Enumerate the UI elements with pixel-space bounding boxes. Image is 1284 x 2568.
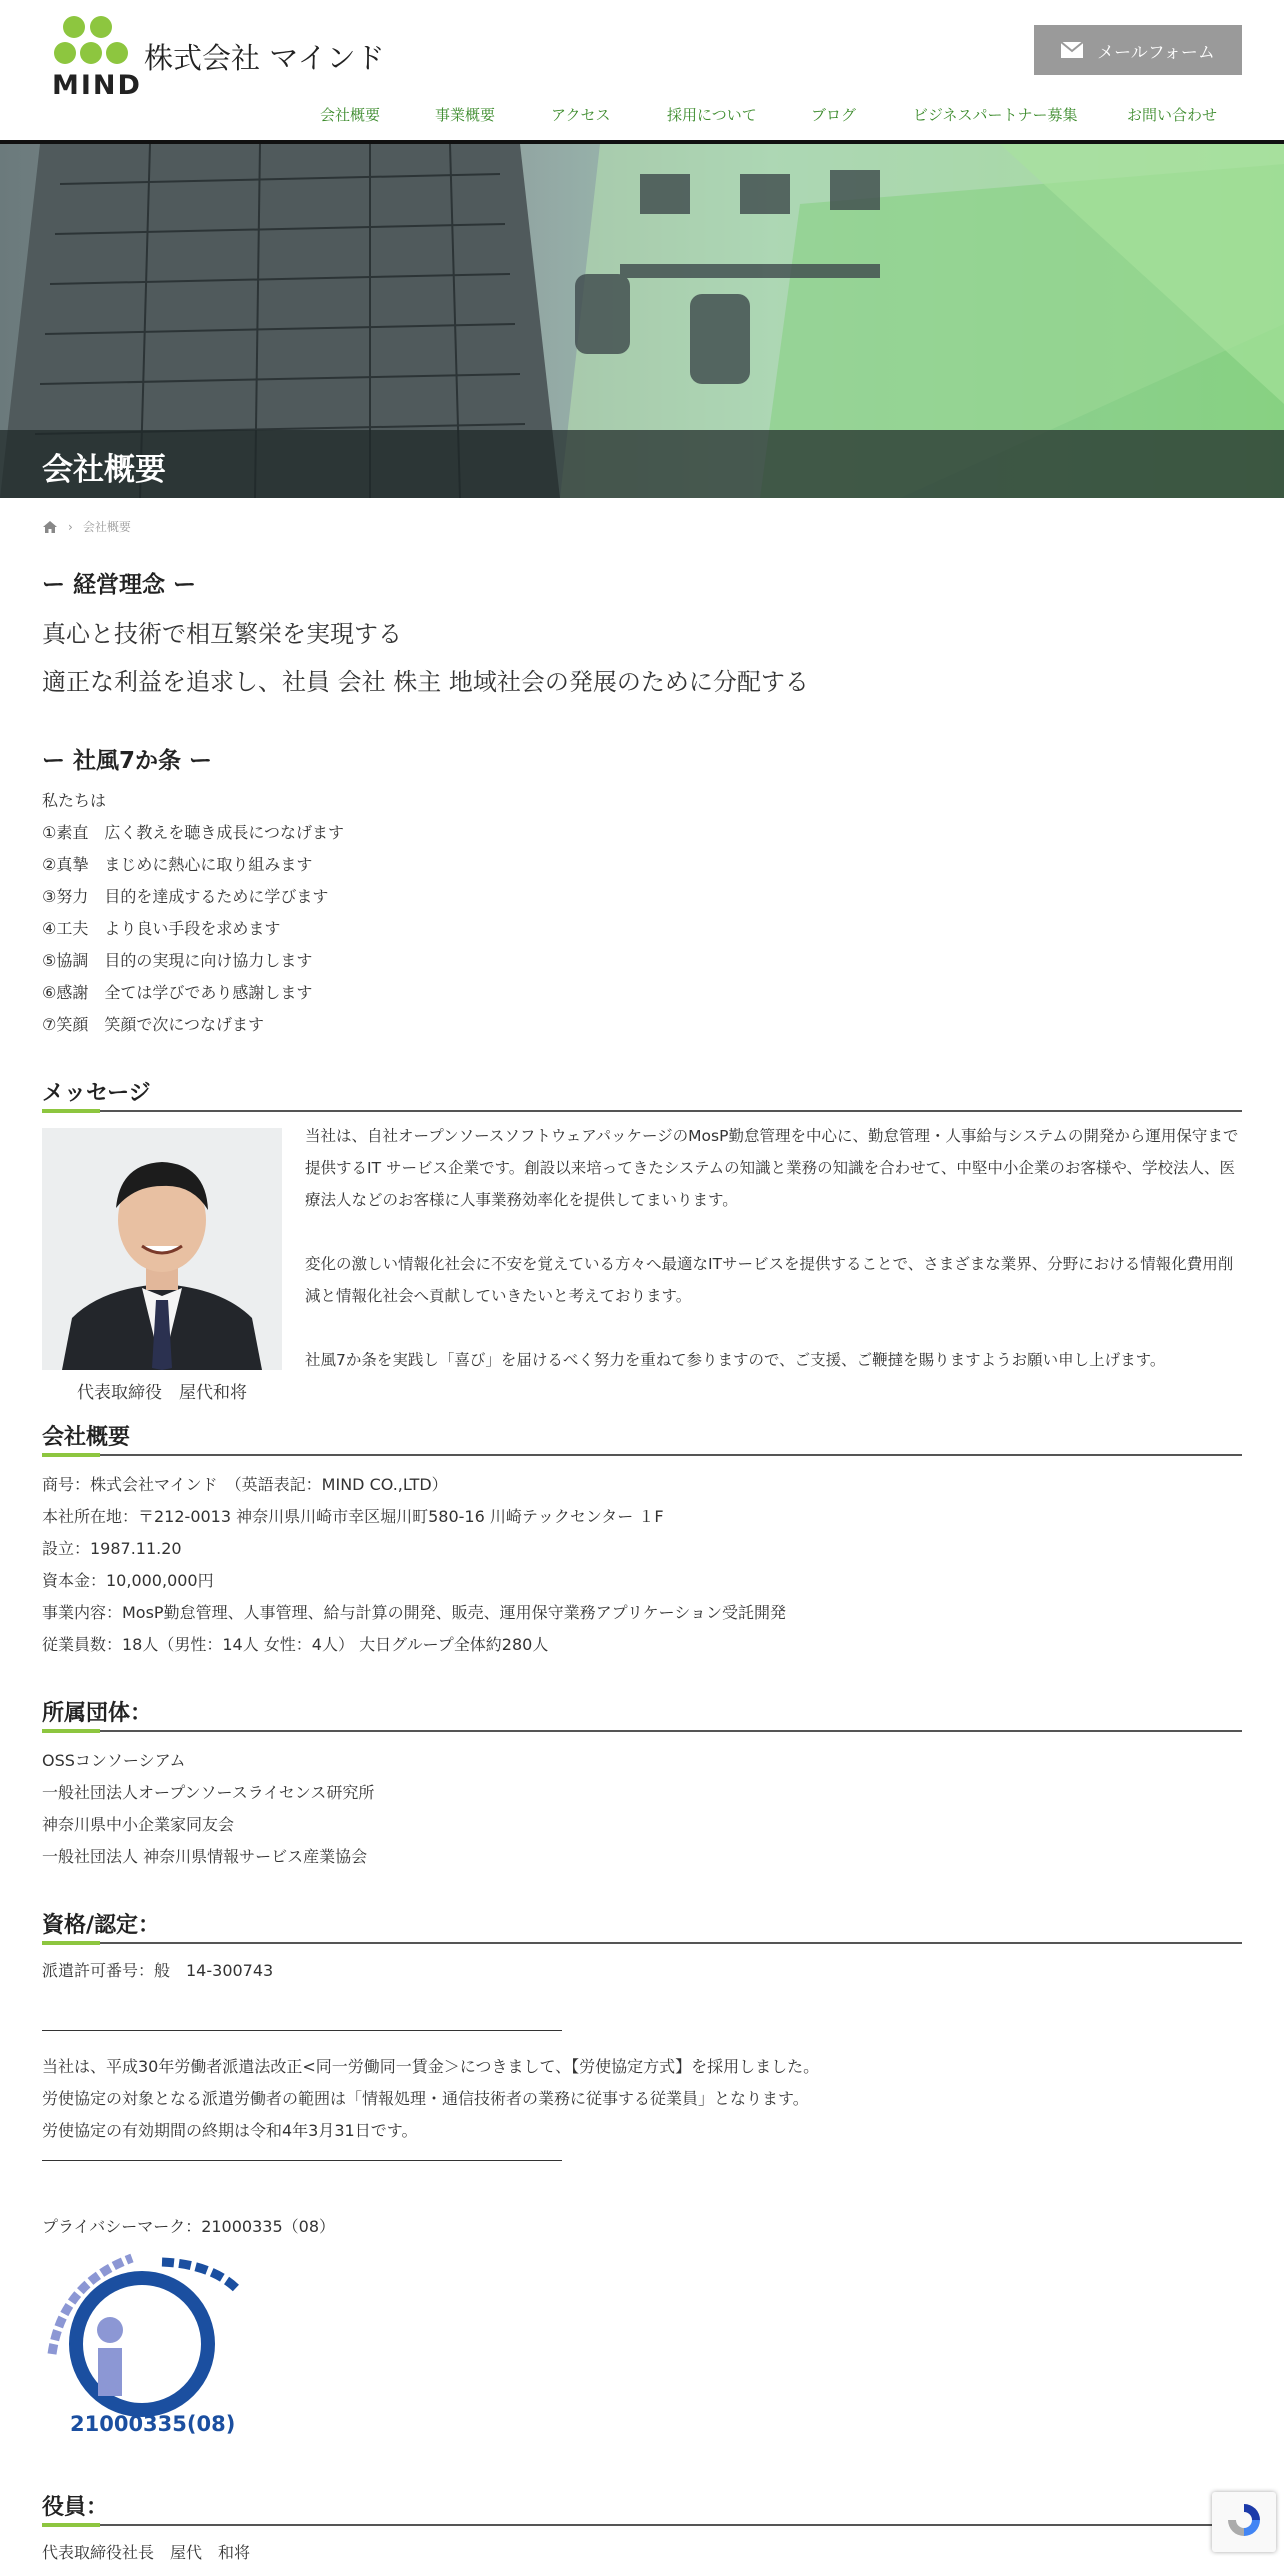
logo[interactable] — [0, 0, 140, 100]
officers-section-header — [42, 2488, 1242, 2526]
overview-line: 設立：1987.11.20 — [42, 1539, 182, 1558]
creed-line: ⑥感謝 全ては学びであり感謝します — [42, 983, 313, 1002]
notice-line: 労使協定の有効期間の終期は令和4年3月31日です。 — [42, 2121, 418, 2140]
page-title: 会社概要 — [42, 452, 166, 488]
philosophy-heading: ー 経営理念 ー — [42, 572, 197, 598]
title-band — [0, 430, 1284, 498]
nav-contact[interactable]: お問い合わせ — [1127, 106, 1218, 124]
notice-line: 労使協定の対象となる派遣労働者の範囲は「情報処理・通信技術者の業務に従事する従業員」となります。 — [42, 2089, 809, 2108]
creed-line: ④工夫 より良い手段を求めます — [42, 919, 281, 938]
heading-accent — [42, 1453, 100, 1457]
home-icon[interactable] — [42, 520, 58, 534]
philosophy-line: 適正な利益を追求し、社員 会社 株主 地域社会の発展のために分配する — [42, 668, 809, 696]
logo-text: MIND — [52, 70, 142, 101]
divider — [42, 2030, 562, 2031]
site-header — [0, 0, 1284, 144]
membership-item: 一般社団法人 神奈川県情報サービス産業協会 — [42, 1847, 368, 1866]
mail-form-button[interactable] — [1034, 25, 1242, 75]
officer-line: 代表取締役社長 屋代 和将 — [42, 2543, 251, 2562]
heading-accent — [42, 1729, 100, 1733]
overview-line: 本社所在地：〒212-0013 神奈川県川崎市幸区堀川町580-16 川崎テックセンター １F — [42, 1507, 664, 1526]
nav-business[interactable]: 事業概要 — [435, 106, 496, 124]
heading-accent — [42, 2523, 100, 2527]
creed-line: ⑤協調 目的の実現に向け協力します — [42, 951, 313, 970]
overview-line: 商号：株式会社マインド （英語表記：MIND CO.,LTD） — [42, 1475, 448, 1494]
nav-blog[interactable]: ブログ — [811, 106, 857, 124]
nav-partner[interactable]: ビジネスパートナー募集 — [913, 106, 1078, 124]
certs-section-header — [42, 1906, 1242, 1944]
ceo-caption: 代表取締役 屋代和将 — [77, 1383, 247, 1403]
officers-heading: 役員： — [42, 2495, 109, 2520]
membership-item: 一般社団法人オープンソースライセンス研究所 — [42, 1783, 375, 1802]
mail-form-label: メールフォーム — [1097, 42, 1215, 63]
recaptcha-icon — [1224, 2500, 1264, 2540]
hero-banner — [0, 144, 1284, 498]
message-paragraph: 当社は、自社オープンソースソフトウェアパッケージのMosP勤怠管理を中心に、勤怠管理・人事給与システムの開発から運用保守まで提供するIT サービス企業です。創設以来培ってきたシステムの知識と業務の知識を合わせて、中堅中小企業のお客様や、学校法人、医療法人などのお客様に人事業務効率化を提供してまいります。 — [305, 1127, 1239, 1209]
company-name: 株式会社 マインド — [144, 41, 385, 75]
creed-heading: ー 社風7か条 ー — [42, 748, 213, 774]
overview-line: 従業員数：18人（男性：14人 女性：4人） 大日グループ全体約280人 — [42, 1635, 549, 1654]
dispatch-license: 派遣許可番号：般 14-300743 — [42, 1961, 274, 1980]
membership-item: OSSコンソーシアム — [42, 1751, 186, 1770]
logo-mark-icon — [54, 16, 134, 72]
memberships-heading: 所属団体： — [42, 1701, 153, 1726]
nav-access[interactable]: アクセス — [551, 106, 611, 124]
message-paragraph: 変化の激しい情報化社会に不安を覚えている方々へ最適なITサービスを提供することで、さまざまな業界、分野における情報化費用削減と情報化社会へ貢献していきたいと考えております。 — [305, 1255, 1234, 1305]
creed-line: ①素直 広く教えを聴き成長につなげます — [42, 823, 345, 842]
philosophy-line: 真心と技術で相互繁栄を実現する — [42, 620, 402, 648]
creed-line: ⑦笑顔 笑顔で次につなげます — [42, 1015, 265, 1034]
membership-item: 神奈川県中小企業家同友会 — [42, 1815, 235, 1834]
message-section-header — [42, 1074, 1242, 1112]
creed-line: 私たちは — [42, 791, 107, 810]
chevron-right-icon: › — [68, 519, 73, 534]
heading-accent — [42, 1109, 100, 1113]
overview-line: 事業内容：MosP勤怠管理、人事管理、給与計算の開発、販売、運用保守業務アプリケーション受託開発 — [42, 1603, 786, 1622]
envelope-icon — [1061, 42, 1083, 58]
divider — [42, 2160, 562, 2161]
recaptcha-badge[interactable] — [1212, 2492, 1276, 2552]
ceo-photo — [42, 1128, 282, 1370]
message-heading: メッセージ — [42, 1081, 151, 1106]
message-paragraph: 社風7か条を実践し「喜び」を届けるべく努力を重ねて参りますので、ご支援、ご鞭撻を賜りますようお願い申し上げます。 — [305, 1351, 1166, 1369]
nav-recruit[interactable]: 採用について — [667, 106, 757, 124]
certs-heading: 資格/認定： — [42, 1913, 161, 1938]
privacy-mark-code: 21000335(08) — [70, 2412, 236, 2436]
heading-accent — [42, 1941, 100, 1945]
notice-line: 当社は、平成30年労働者派遣法改正<同一労働同一賃金＞につきまして、【労使協定方式】を採用しました。 — [42, 2057, 820, 2076]
creed-line: ②真摯 まじめに熱心に取り組みます — [42, 855, 313, 874]
overview-section-header — [42, 1418, 1242, 1456]
creed-line: ③努力 目的を達成するために学びます — [42, 887, 329, 906]
breadcrumb — [42, 518, 131, 535]
breadcrumb-current: 会社概要 — [82, 520, 131, 534]
nav-company[interactable]: 会社概要 — [320, 106, 381, 124]
overview-line: 資本金：10,000,000円 — [42, 1571, 214, 1590]
overview-heading: 会社概要 — [42, 1425, 131, 1450]
memberships-section-header — [42, 1694, 1242, 1732]
privacy-mark-number: プライバシーマーク：21000335（08） — [42, 2217, 335, 2236]
